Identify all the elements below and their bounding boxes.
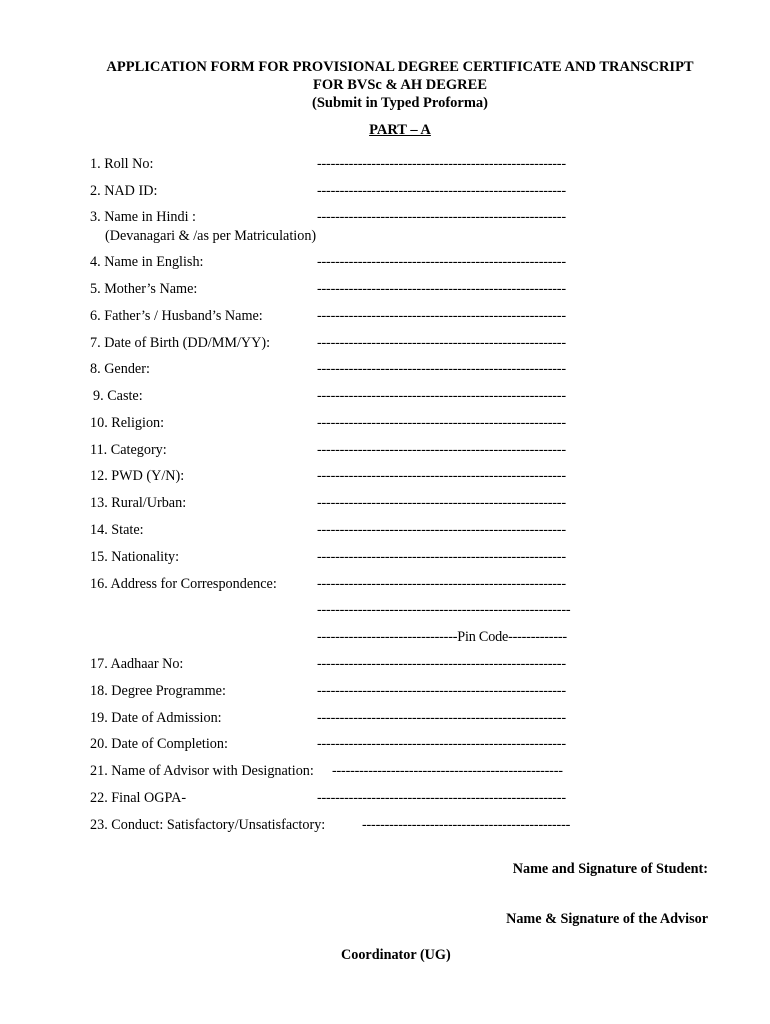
field-blank: ------------------------------------------------------- xyxy=(317,156,566,172)
field-label: 9. Caste: xyxy=(93,388,143,404)
form-title: APPLICATION FORM FOR PROVISIONAL DEGREE CERTIFICATE AND TRANSCRIPT xyxy=(106,59,694,75)
field-label: 12. PWD (Y/N): xyxy=(90,468,185,484)
field-blank: ------------------------------------------------------- xyxy=(317,683,566,699)
field-blank: ------------------------------------------------------- xyxy=(317,415,566,431)
field-blank: ------------------------------------------------------- xyxy=(317,710,566,726)
field-gender xyxy=(0,361,770,381)
field-category xyxy=(0,442,770,462)
field-label: 13. Rural/Urban: xyxy=(90,495,187,511)
field-label: 18. Degree Programme: xyxy=(90,683,226,699)
field-degree-programme xyxy=(0,683,770,703)
field-blank: ------------------------------------------------------- xyxy=(317,308,566,324)
field-label: 8. Gender: xyxy=(90,361,150,377)
field-blank: ------------------------------------------------------- xyxy=(317,361,566,377)
field-blank: ------------------------------------------------------- xyxy=(317,736,566,752)
field-date-of-completion xyxy=(0,736,770,756)
field-blank: ------------------------------------------------------- xyxy=(317,576,566,592)
field-blank: ------------------------------------------------------- xyxy=(317,183,566,199)
field-label: 16. Address for Correspondence: xyxy=(90,576,277,592)
form-subtitle: FOR BVSc & AH DEGREE xyxy=(312,77,487,93)
field-father-husband-name xyxy=(0,308,770,328)
field-sublabel: (Devanagari & /as per Matriculation) xyxy=(105,228,317,244)
field-address xyxy=(0,576,770,596)
field-caste xyxy=(0,388,770,408)
field-blank: ---------------------------------------------- xyxy=(362,817,571,833)
field-state xyxy=(0,522,770,542)
field-label: 3. Name in Hindi : xyxy=(90,209,196,225)
field-nad-id xyxy=(0,183,770,203)
field-blank: ------------------------------------------------------- xyxy=(317,442,566,458)
field-label: 15. Nationality: xyxy=(90,549,180,565)
field-label: 20. Date of Completion: xyxy=(90,736,228,752)
field-name-english xyxy=(0,254,770,274)
form-instruction: (Submit in Typed Proforma) xyxy=(311,95,489,111)
field-final-ogpa xyxy=(0,790,770,810)
field-label: 21. Name of Advisor with Designation: xyxy=(90,763,314,779)
pin-code-blank: -------------------------------Pin Code------------- xyxy=(317,629,567,645)
field-blank: -------------------------------------------------------- xyxy=(317,602,571,618)
field-date-of-admission xyxy=(0,710,770,730)
field-religion xyxy=(0,415,770,435)
field-blank: ------------------------------------------------------- xyxy=(317,254,566,270)
field-blank: ------------------------------------------------------- xyxy=(317,468,566,484)
field-blank: ------------------------------------------------------- xyxy=(317,335,566,351)
field-blank: ------------------------------------------------------- xyxy=(317,656,566,672)
field-aadhaar-no xyxy=(0,656,770,676)
field-blank: ------------------------------------------------------- xyxy=(317,209,566,225)
field-label: 11. Category: xyxy=(90,442,167,458)
field-address-line-2 xyxy=(0,602,770,622)
field-label: 17. Aadhaar No: xyxy=(90,656,184,672)
coordinator-label: Coordinator (UG) xyxy=(341,947,451,963)
student-signature-label: Name and Signature of Student: xyxy=(512,861,708,877)
field-label: 22. Final OGPA- xyxy=(90,790,187,806)
field-blank: --------------------------------------------------- xyxy=(332,763,563,779)
field-label: 7. Date of Birth (DD/MM/YY): xyxy=(90,335,271,351)
field-blank: ------------------------------------------------------- xyxy=(317,495,566,511)
field-blank: ------------------------------------------------------- xyxy=(317,522,566,538)
field-label: 5. Mother’s Name: xyxy=(90,281,198,297)
field-conduct xyxy=(0,817,770,837)
field-label: 2. NAD ID: xyxy=(90,183,158,199)
field-label: 14. State: xyxy=(90,522,144,538)
field-label: 19. Date of Admission: xyxy=(90,710,222,726)
part-heading: PART – A xyxy=(369,122,431,138)
field-date-of-birth xyxy=(0,335,770,355)
field-address-pin-code xyxy=(0,629,770,649)
field-advisor-name xyxy=(0,763,770,783)
field-name-hindi xyxy=(0,209,770,244)
field-label: 10. Religion: xyxy=(90,415,165,431)
field-label: 4. Name in English: xyxy=(90,254,204,270)
field-blank: ------------------------------------------------------- xyxy=(317,549,566,565)
field-blank: ------------------------------------------------------- xyxy=(317,790,566,806)
field-pwd xyxy=(0,468,770,488)
advisor-signature-label: Name & Signature of the Advisor xyxy=(506,911,708,927)
field-label: 6. Father’s / Husband’s Name: xyxy=(90,308,263,324)
field-rural-urban xyxy=(0,495,770,515)
field-blank: ------------------------------------------------------- xyxy=(317,281,566,297)
field-label: 23. Conduct: Satisfactory/Unsatisfactory: xyxy=(90,817,326,833)
field-nationality xyxy=(0,549,770,569)
field-blank: ------------------------------------------------------- xyxy=(317,388,566,404)
field-label: 1. Roll No: xyxy=(90,156,154,172)
field-mother-name xyxy=(0,281,770,301)
field-roll-no xyxy=(0,156,770,176)
